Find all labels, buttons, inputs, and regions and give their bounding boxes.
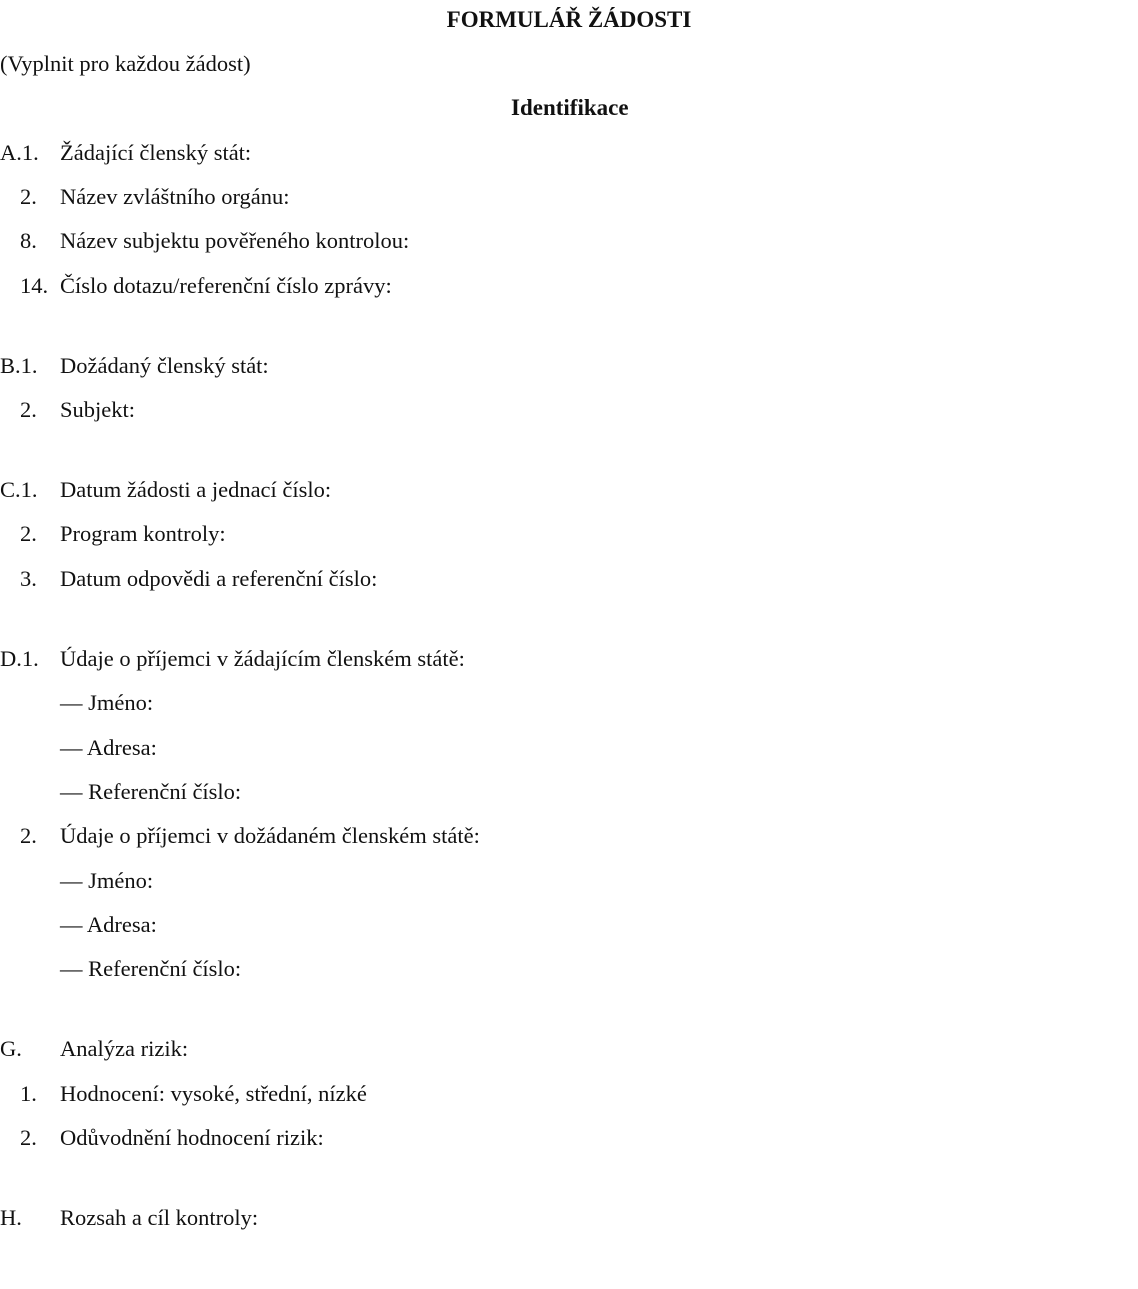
item-number: D.1.: [0, 646, 39, 671]
sub-item-name: — Jméno:: [60, 690, 154, 715]
item-label: Název zvláštního orgánu:: [60, 184, 290, 209]
item-number: 14.: [20, 273, 49, 298]
item-label: Rozsah a cíl kontroly:: [60, 1205, 259, 1230]
item-label: Dožádaný členský stát:: [60, 353, 269, 378]
item-number: 1.: [20, 1081, 37, 1106]
item-label: Hodnocení: vysoké, střední, nízké: [60, 1081, 367, 1106]
item-label: Údaje o příjemci v dožádaném členském státě:: [60, 823, 480, 848]
item-number: 2.: [20, 184, 37, 209]
sub-item-reference: — Referenční číslo:: [60, 956, 242, 981]
item-label: Odůvodnění hodnocení rizik:: [60, 1125, 324, 1150]
sub-item-address: — Adresa:: [60, 912, 157, 937]
item-number: 8.: [20, 228, 37, 253]
item-label: Analýza rizik:: [60, 1036, 189, 1061]
item-label: Subjekt:: [60, 397, 136, 422]
item-label: Název subjektu pověřeného kontrolou:: [60, 228, 410, 253]
item-number: 2.: [20, 397, 37, 422]
item-label: Údaje o příjemci v žádajícím členském státě:: [60, 646, 465, 671]
item-number: 3.: [20, 566, 37, 591]
sub-item-name: — Jméno:: [60, 868, 154, 893]
item-number: 2.: [20, 521, 37, 546]
item-number: C.1.: [0, 477, 38, 502]
item-number: B.1.: [0, 353, 38, 378]
sub-item-address: — Adresa:: [60, 735, 157, 760]
item-number: H.: [0, 1205, 22, 1230]
item-label: Číslo dotazu/referenční číslo zprávy:: [60, 273, 392, 298]
section-heading: Identifikace: [511, 95, 629, 120]
item-label: Program kontroly:: [60, 521, 226, 546]
item-number: 2.: [20, 1125, 37, 1150]
item-label: Datum odpovědi a referenční číslo:: [60, 566, 378, 591]
item-label: Žádající členský stát:: [60, 140, 252, 165]
item-number: A.1.: [0, 140, 39, 165]
form-title: FORMULÁŘ ŽÁDOSTI: [446, 7, 692, 32]
sub-item-reference: — Referenční číslo:: [60, 779, 242, 804]
item-number: 2.: [20, 823, 37, 848]
item-label: Datum žádosti a jednací číslo:: [60, 477, 332, 502]
item-number: G.: [0, 1036, 22, 1061]
form-subtitle: (Vyplnit pro každou žádost): [0, 51, 251, 76]
